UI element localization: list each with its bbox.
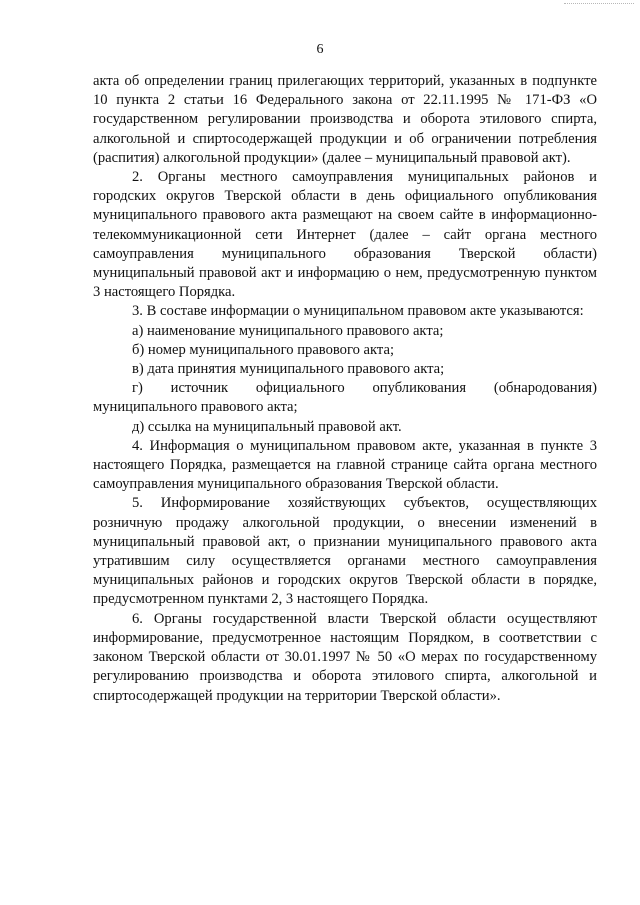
paragraph-6: 6. Органы государственной власти Тверской области осуществляют информирование, предусмотренное настоящим Порядком, в соответствии с законом Тверской области от 30.01.1997 № 50 «О мерах по государственному регулированию производства и оборота этилового спирта, алкогольной и спиртосодержащей продукции на территории Тверской области». [93, 610, 597, 704]
page-number: 6 [316, 42, 324, 57]
list-item-a: а) наименование муниципального правового акта; [132, 322, 444, 339]
scan-edge-mark [564, 3, 634, 4]
document-body [93, 72, 597, 706]
list-item-b: б) номер муниципального правового акта; [132, 341, 395, 358]
paragraph-2: 2. Органы местного самоуправления муниципальных районов и городских округов Тверской области в день официального опубликования муниципального правового акта размещают на своем сайте в информационно-телекоммуникационной сети Интернет (далее – сайт органа местного самоуправления муниципального образования Тверской области) муниципальный правовой акт и информацию о нем, предусмотренную пунктом 3 настоящего Порядка. [93, 169, 597, 301]
list-item-d: д) ссылка на муниципальный правовой акт. [132, 418, 402, 435]
list-item-v: в) дата принятия муниципального правового акта; [132, 361, 445, 378]
paragraph-4: 4. Информация о муниципальном правовом акте, указанная в пункте 3 настоящего Порядка, размещается на главной странице сайта органа местного самоуправления муниципального образования Тверской области. [93, 437, 597, 493]
paragraph-5: 5. Информирование хозяйствующих субъектов, осуществляющих розничную продажу алкогольной продукции, о внесении изменений в муниципальный правовой акт, о признании муниципального правового акта утратившим силу осуществляется органами местного самоуправления муниципальных районов и городских округов Тверской области в порядке, предусмотренном пунктами 2, 3 настоящего Порядка. [93, 495, 597, 608]
paragraph-3: 3. В составе информации о муниципальном правовом акте указываются: [132, 303, 584, 320]
list-item-g: г) источник официального опубликования (обнародования) муниципального правового акта; [93, 380, 597, 416]
paragraph-continuation: акта об определении границ прилегающих территорий, указанных в подпункте 10 пункта 2 статьи 16 Федерального закона от 22.11.1995 № 171-ФЗ «О государственном регулировании производства и оборота этилового спирта, алкогольной и спиртосодержащей продукции и об ограничении потребления (распития) алкогольной продукции» (далее – муниципальный правовой акт). [93, 73, 597, 166]
